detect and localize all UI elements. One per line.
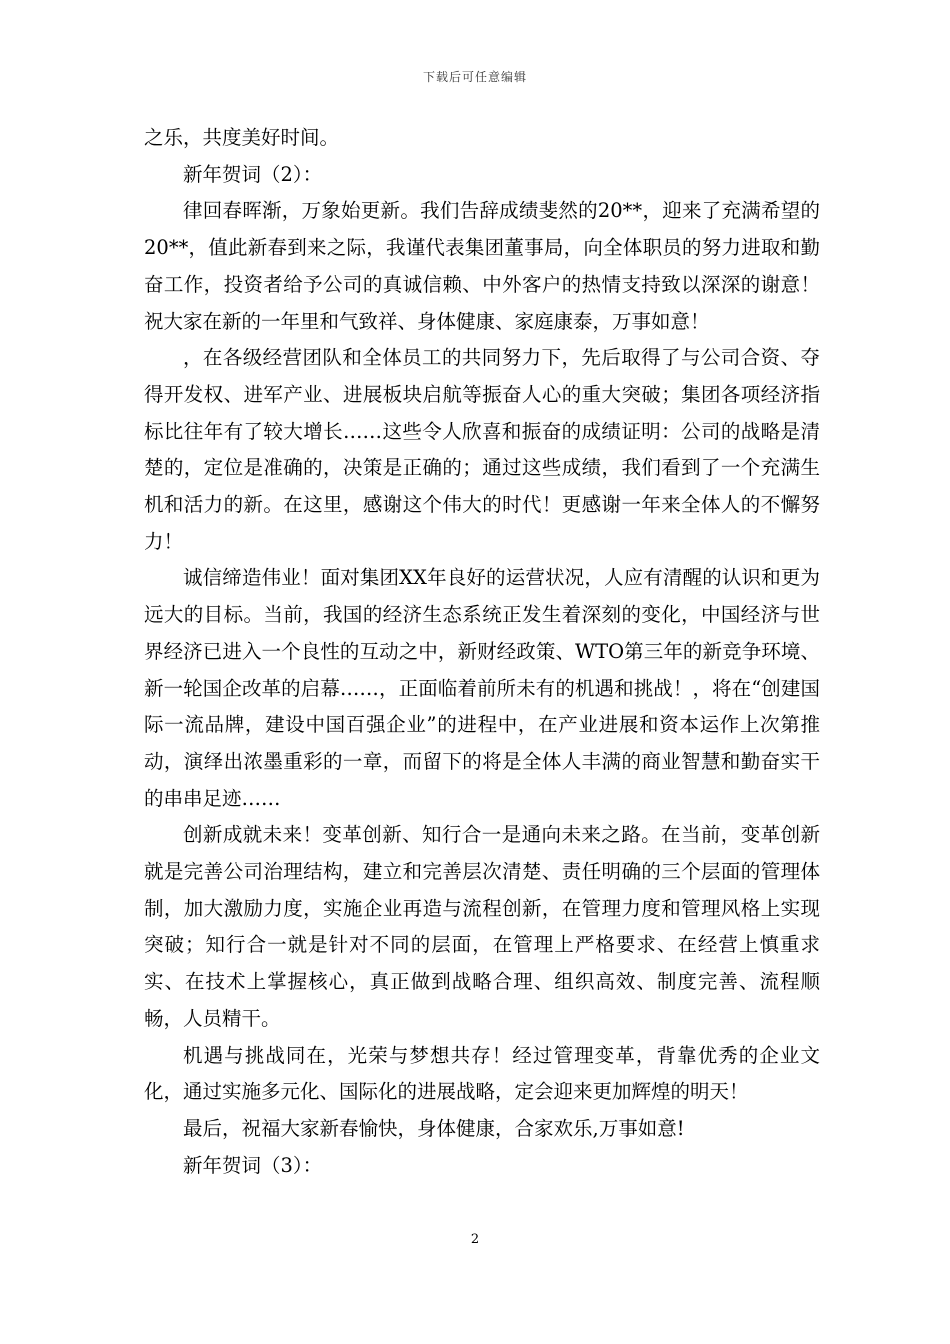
- paragraph: 最后，祝福大家新春愉快，身体健康，合家欢乐,万事如意!: [183, 1116, 685, 1140]
- section-heading-2: 新年贺词（2）：: [183, 162, 323, 186]
- paragraph-continuation: 之乐，共度美好时间。: [144, 126, 340, 149]
- paragraph: 创新成就未来！变革创新、知行合一是通向未来之路。在当前，变革创新就是完善公司治理结构，建立和完善层次清楚、责任明确的三个层面的管理体制，加大激励力度，实施企业再造与流程创新，在管理力度和管理风格上实现突破；知行合一就是针对不同的层面，在管理上严格要求、在经营上慎重求实、在技术上掌握核心，真正做到战略合理、组织高效、制度完善、流程顺畅，人员精干。: [144, 823, 820, 1030]
- page-number: 2: [470, 1232, 480, 1247]
- section-heading-3: 新年贺词（3）：: [183, 1153, 323, 1177]
- paragraph: ，在各级经营团队和全体员工的共同努力下，先后取得了与公司合资、夺得开发权、进军产业、进展板块启航等振奋人心的重大突破；集团各项经济指标比往年有了较大增长……这些令人欣喜和振奋的成绩证明：公司的战略是清楚的，定位是准确的，决策是正确的；通过这些成绩，我们看到了一个充满生机和活力的新。在这里，感谢这个伟大的时代！更感谢一年来全体人的不懈努力！: [144, 346, 820, 553]
- page-header: 下载后可任意编辑: [422, 70, 527, 84]
- document-body: [144, 120, 820, 1184]
- paragraph: 律回春晖渐，万象始更新。我们告辞成绩斐然的20**，迎来了充满希望的20**，值此新春到来之际，我谨代表集团董事局，向全体职员的努力进取和勤奋工作，投资者给予公司的真诚信赖、中外客户的热情支持致以深深的谢意！祝大家在新的一年里和气致祥、身体健康、家庭康泰，万事如意！: [144, 199, 820, 333]
- paragraph: 诚信缔造伟业！面对集团XX年良好的运营状况，人应有清醒的认识和更为远大的目标。当前，我国的经济生态系统正发生着深刻的变化，中国经济与世界经济已进入一个良性的互动之中，新财经政策、WTO第三年的新竞争环境、新一轮国企改革的启幕……，正面临着前所未有的机遇和挑战！，将在“创建国际一流品牌，建设中国百强企业”的进程中，在产业进展和资本运作上次第推动，演绎出浓墨重彩的一章，而留下的将是全体人丰满的商业智慧和勤奋实干的串串足迹……: [144, 566, 820, 810]
- paragraph: 机遇与挑战同在，光荣与梦想共存！经过管理变革，背靠优秀的企业文化，通过实施多元化、国际化的进展战略，定会迎来更加辉煌的明天！: [144, 1043, 820, 1104]
